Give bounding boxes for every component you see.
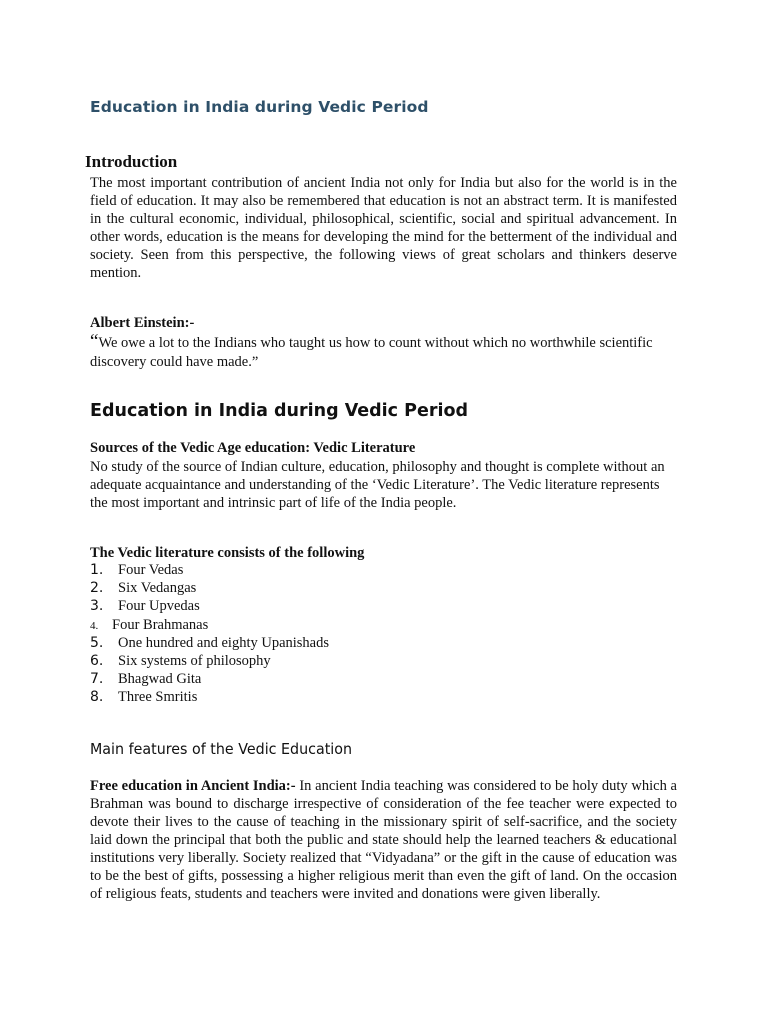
open-quote-mark: “ xyxy=(90,331,99,352)
list-item-text: Three Smritis xyxy=(118,689,198,706)
list-item xyxy=(90,634,329,652)
list-number: 6. xyxy=(90,652,104,669)
list-label: The Vedic literature consists of the following xyxy=(90,545,365,561)
list-number: 8. xyxy=(90,689,104,706)
free-education-text: In ancient India teaching was considered to be holy duty which a Brahman was bound to discharge irrespective of consideration of the fee teacher were expected to devote their lives to the cause of teaching in the missionary spirit of self-sacrifice, and the society laid down the principal that both the public and state should help the learned teachers & educational institutions very liberally. Society realized that “Vidyadana” or the gift in the cause of education was to be the best of gifts, possessing a higher religious merit than even the gift of land. On the occasion of religious feats, students and teachers were invited and donations were given liberally. xyxy=(90,778,677,902)
vedic-section-heading: Education in India during Vedic Period xyxy=(90,401,469,421)
list-item xyxy=(90,652,329,670)
vedic-literature-list xyxy=(90,561,329,707)
list-item-text: Four Vedas xyxy=(118,562,184,578)
list-item xyxy=(90,561,329,579)
list-item-text: Six systems of philosophy xyxy=(118,652,271,669)
introduction-paragraph: The most important contribution of ancient India not only for India but also for the world is in the field of education. It may also be remembered that education is not an abstract term. It is manifested in the cultural economic, individual, philosophical, scientific, social and spiritual advancement. In other words, education is the means for developing the mind for the betterment of the individual and society. Seen from this perspective, the following views of great scholars and thinkers deserve mention. xyxy=(90,175,677,281)
list-item xyxy=(90,688,329,706)
list-item xyxy=(90,597,329,615)
list-number: 7. xyxy=(90,671,104,688)
list-item-text: Bhagwad Gita xyxy=(118,671,202,688)
list-number: 2. xyxy=(90,580,104,597)
sources-paragraph: No study of the source of Indian culture, education, philosophy and thought is complete without an adequate acquaintance and understanding of the ‘Vedic Literature’. The Vedic literature represents the most important and intrinsic part of life of the India people. xyxy=(90,459,665,511)
list-item-text: Six Vedangas xyxy=(118,580,197,597)
einstein-quote-text: We owe a lot to the Indians who taught us how to count without which no worthwhile scientific discovery could have made.” xyxy=(90,335,653,370)
list-item-text: Four Upvedas xyxy=(118,598,200,615)
list-item xyxy=(90,579,329,597)
list-item xyxy=(90,616,329,634)
list-item-text: One hundred and eighty Upanishads xyxy=(118,634,330,651)
list-number: 4. xyxy=(90,619,99,632)
introduction-heading: Introduction xyxy=(85,152,178,171)
sources-label: Sources of the Vedic Age education: Vedic Literature xyxy=(90,440,416,456)
list-number: 3. xyxy=(90,598,104,615)
free-education-label: Free education in Ancient India:- xyxy=(90,778,296,794)
list-item xyxy=(90,670,329,688)
list-item-text: Four Brahmanas xyxy=(112,616,209,633)
main-features-heading: Main features of the Vedic Education xyxy=(90,740,353,758)
document-title: Education in India during Vedic Period xyxy=(90,98,429,116)
list-number: 5. xyxy=(90,634,104,651)
free-education-paragraph xyxy=(90,777,677,903)
einstein-quote xyxy=(90,332,680,372)
einstein-label: Albert Einstein:- xyxy=(90,315,195,331)
list-number: 1. xyxy=(90,562,104,578)
